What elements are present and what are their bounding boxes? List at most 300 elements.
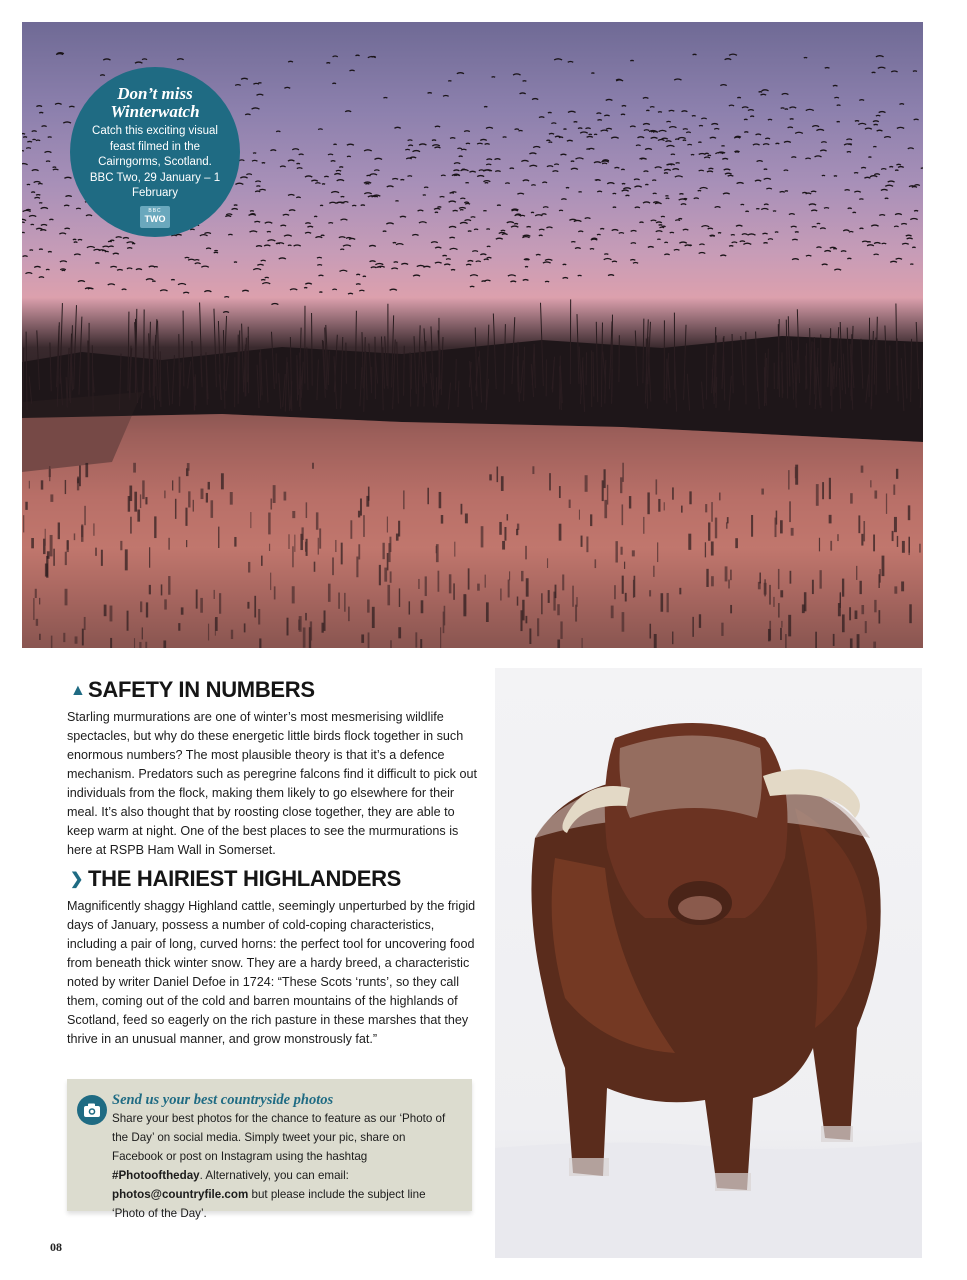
starling-mark (383, 231, 387, 232)
starling-mark (822, 264, 828, 265)
reflection-mark (501, 476, 504, 491)
reflection-mark (529, 628, 531, 644)
starling-mark (296, 163, 300, 164)
reflection-mark (773, 597, 774, 607)
reflection-mark (74, 533, 75, 540)
starling-mark (468, 231, 472, 232)
starling-mark (595, 180, 600, 181)
reflection-mark (857, 634, 860, 648)
starling-mark (676, 163, 680, 164)
starling-mark (242, 290, 249, 291)
starling-mark (65, 196, 71, 197)
starling-mark (331, 161, 336, 162)
starling-mark (675, 220, 680, 221)
starling-mark (561, 199, 566, 200)
reflection-mark (163, 640, 166, 648)
starling-mark (339, 270, 347, 271)
starling-mark (46, 269, 49, 270)
reflection-mark (440, 627, 441, 648)
starling-mark (622, 106, 626, 107)
starling-mark (548, 112, 552, 113)
reflection-mark (643, 517, 644, 534)
starling-mark (683, 199, 687, 200)
starling-mark (531, 185, 535, 186)
starling-mark (468, 261, 474, 262)
starling-mark (784, 170, 788, 171)
starling-mark (60, 261, 67, 262)
starling-mark (597, 234, 601, 235)
starling-mark (604, 115, 609, 116)
starling-mark (520, 93, 526, 94)
reflection-mark (815, 632, 817, 648)
starling-mark (412, 234, 418, 235)
reflection-mark (215, 618, 216, 635)
starling-mark (280, 166, 286, 167)
starling-mark (811, 191, 816, 192)
starling-mark (256, 186, 260, 187)
reflection-mark (559, 524, 562, 541)
starling-mark (23, 137, 27, 138)
starling-mark (441, 175, 445, 176)
starling-mark (560, 154, 566, 155)
starling-mark (709, 168, 714, 169)
starling-mark (435, 262, 442, 263)
photo-box-text-3: but please include the subject line ‘Photo of the Day’. (112, 1188, 426, 1220)
reflection-mark (908, 505, 910, 520)
starling-mark (768, 239, 773, 240)
starling-mark (116, 237, 122, 238)
starling-mark (639, 222, 643, 223)
starling-mark (539, 235, 543, 236)
starling-mark (370, 174, 377, 175)
reflection-mark (39, 634, 40, 640)
starling-mark (736, 225, 743, 226)
starling-mark (87, 246, 95, 247)
reflection-mark (730, 605, 732, 613)
heading-text: SAFETY IN NUMBERS (88, 677, 315, 702)
starling-mark (400, 216, 406, 217)
starling-mark (600, 229, 604, 230)
starling-mark (494, 159, 500, 160)
starling-mark (683, 140, 686, 141)
reflection-mark (312, 463, 314, 469)
starling-mark (587, 136, 593, 137)
reflection-mark (768, 629, 771, 641)
starling-mark (824, 208, 829, 209)
starling-mark (435, 126, 440, 127)
starling-mark (206, 248, 211, 249)
reflection-mark (804, 592, 807, 611)
reflection-mark (833, 634, 835, 646)
starling-mark (195, 260, 200, 261)
starling-mark (393, 243, 396, 244)
reflection-mark (711, 541, 714, 555)
starling-mark (871, 225, 878, 226)
reflection-mark (894, 517, 897, 532)
starling-mark (732, 242, 738, 243)
reed-mark (153, 352, 154, 396)
starling-mark (682, 111, 688, 112)
starling-mark (117, 269, 123, 270)
reflection-mark (360, 498, 362, 515)
starling-mark (250, 214, 255, 215)
starling-mark (331, 192, 339, 193)
starling-mark (171, 280, 175, 281)
starling-mark (257, 264, 263, 265)
starling-mark (22, 232, 25, 233)
reflection-mark (305, 613, 307, 621)
badge-title: Don’t miss Winterwatch (110, 84, 200, 121)
reflection-mark (234, 537, 236, 547)
reflection-mark (507, 514, 509, 520)
starling-mark (486, 159, 492, 160)
reflection-mark (555, 585, 557, 599)
starling-mark (699, 244, 704, 245)
starling-mark (34, 182, 41, 183)
reflection-mark (318, 538, 319, 555)
starling-mark (763, 243, 767, 244)
starling-mark (347, 156, 351, 157)
reflection-mark (178, 623, 180, 631)
starling-mark (744, 119, 748, 120)
reflection-mark (319, 528, 321, 548)
reflection-mark (728, 580, 729, 589)
starling-mark (241, 78, 248, 79)
starling-mark (515, 129, 519, 130)
starling-mark (188, 259, 195, 260)
reflection-mark (897, 536, 898, 547)
starling-mark (486, 164, 491, 165)
starling-mark (510, 281, 516, 282)
starling-mark (25, 273, 32, 274)
starling-mark (465, 203, 470, 204)
starling-mark (789, 107, 796, 108)
starling-mark (464, 202, 469, 203)
starling-mark (569, 219, 576, 220)
reflection-mark (689, 491, 691, 504)
reflection-mark (145, 497, 147, 504)
starling-mark (317, 265, 322, 266)
reflection-mark (33, 598, 34, 620)
starling-mark (39, 277, 44, 278)
starling-mark (681, 204, 686, 205)
starling-mark (437, 207, 441, 208)
starling-mark (315, 183, 320, 184)
starling-mark (408, 145, 413, 146)
reflection-mark (259, 638, 261, 648)
starling-mark (737, 97, 741, 98)
starling-mark (419, 144, 426, 145)
reflection-mark (795, 467, 797, 478)
starling-mark (720, 255, 726, 256)
starling-mark (529, 153, 536, 154)
starling-mark (103, 246, 110, 247)
reflection-mark (200, 598, 203, 613)
starling-mark (874, 174, 880, 175)
starling-mark (502, 234, 508, 235)
starling-mark (123, 238, 129, 239)
reflection-mark (168, 576, 170, 595)
starling-mark (762, 233, 767, 234)
starling-mark (296, 197, 300, 198)
starling-mark (879, 215, 885, 216)
reflection-mark (168, 538, 169, 550)
starling-mark (729, 246, 733, 247)
reflection-mark (788, 615, 791, 637)
starling-mark (874, 254, 879, 255)
reflection-mark (230, 492, 233, 505)
reflection-mark (314, 562, 316, 572)
reflection-mark (175, 499, 176, 519)
starling-mark (833, 85, 838, 86)
starling-mark (894, 226, 898, 227)
reflection-mark (273, 485, 276, 503)
starling-mark (545, 281, 549, 282)
starling-mark (245, 114, 250, 115)
reflection-mark (341, 543, 343, 565)
starling-mark (459, 207, 466, 208)
reflection-mark (615, 541, 617, 562)
reflection-mark (324, 610, 326, 630)
starling-mark (482, 281, 486, 282)
starling-mark (262, 283, 270, 284)
reflection-mark (699, 614, 701, 628)
starling-mark (735, 152, 739, 153)
reflection-mark (679, 588, 681, 595)
starling-mark (78, 240, 82, 241)
reflection-mark (886, 494, 887, 514)
starling-mark (361, 205, 365, 206)
starling-mark (699, 153, 706, 154)
bbc-logo-text: BBC (148, 207, 162, 214)
starling-mark (370, 261, 376, 262)
reflection-mark (812, 580, 814, 594)
starling-mark (543, 207, 548, 208)
starling-mark (27, 141, 32, 142)
reflection-mark (247, 602, 249, 609)
starling-mark (235, 183, 243, 184)
starling-mark (608, 275, 614, 276)
starling-mark (326, 63, 330, 64)
starling-mark (757, 161, 763, 162)
reflection-mark (250, 512, 251, 528)
reflection-mark (647, 492, 649, 514)
reflection-mark (620, 547, 622, 555)
reflection-mark (661, 593, 664, 612)
starling-mark (73, 239, 76, 240)
starling-mark (250, 211, 254, 212)
starling-mark (542, 214, 547, 215)
starling-mark (470, 286, 475, 287)
reflection-mark (572, 586, 574, 607)
starling-mark (715, 207, 721, 208)
starling-mark (825, 68, 830, 69)
starling-mark (817, 223, 820, 224)
reflection-mark (863, 521, 865, 541)
reflection-mark (481, 526, 484, 547)
starling-mark (606, 99, 613, 100)
starling-mark (315, 237, 322, 238)
starling-mark (792, 259, 799, 260)
starling-mark (543, 262, 551, 263)
starling-mark (604, 254, 608, 255)
starling-mark (23, 256, 28, 257)
reflection-mark (819, 570, 821, 588)
starling-mark (567, 140, 573, 141)
starling-mark (901, 223, 907, 224)
starling-mark (292, 149, 299, 150)
starling-mark (63, 122, 71, 123)
starling-mark (699, 170, 704, 171)
starling-mark (74, 242, 78, 243)
starling-mark (763, 144, 769, 145)
starling-mark (276, 131, 280, 132)
reflection-mark (288, 534, 289, 549)
starling-mark (845, 190, 850, 191)
starling-mark (621, 114, 625, 115)
starling-mark (259, 189, 265, 190)
reflection-mark (196, 589, 198, 608)
starling-mark (809, 204, 816, 205)
reflection-mark (778, 569, 780, 589)
starling-mark (806, 193, 812, 194)
starling-mark (594, 162, 601, 163)
starling-mark (664, 169, 671, 170)
starling-mark (714, 128, 719, 129)
starling-mark (100, 75, 105, 76)
reflection-mark (842, 614, 845, 632)
reflection-mark (218, 527, 219, 548)
reflection-mark (620, 477, 622, 493)
reflection-mark (873, 535, 875, 552)
reflection-mark (549, 473, 551, 490)
starling-mark (612, 230, 619, 231)
starling-mark (228, 234, 232, 235)
starling-mark (897, 127, 904, 128)
reflection-mark (82, 629, 84, 646)
starling-mark (651, 137, 658, 138)
reflection-mark (382, 543, 384, 559)
starling-mark (495, 171, 500, 172)
starling-mark (745, 211, 748, 212)
starling-mark (742, 234, 748, 235)
starling-mark (666, 198, 670, 199)
starling-mark (788, 127, 793, 128)
starling-mark (450, 193, 454, 194)
reflection-mark (829, 478, 831, 499)
starling-mark (349, 70, 354, 71)
reflection-mark (829, 515, 832, 524)
reflection-mark (361, 634, 364, 642)
starling-mark (674, 250, 680, 251)
starling-mark (99, 250, 105, 251)
starling-mark (837, 105, 841, 106)
starling-mark (460, 198, 465, 199)
reflection-mark (63, 633, 65, 642)
starling-mark (859, 199, 863, 200)
reflection-mark (140, 601, 142, 612)
reflection-mark (219, 593, 221, 614)
starling-mark (367, 175, 371, 176)
starling-mark (519, 131, 523, 132)
starling-mark (764, 169, 768, 170)
starling-mark (678, 219, 682, 220)
starling-mark (914, 211, 918, 212)
starling-mark (683, 229, 689, 230)
starling-mark (614, 167, 619, 168)
starling-mark (743, 243, 751, 244)
reflection-mark (379, 565, 381, 585)
starling-mark (453, 170, 459, 171)
reflection-mark (303, 627, 306, 647)
reed-mark (144, 309, 145, 393)
photo-box-text (112, 1109, 456, 1223)
starling-mark (56, 54, 63, 55)
starling-mark (127, 248, 132, 249)
reed-mark (716, 335, 717, 392)
starling-mark (340, 249, 344, 250)
starling-mark (341, 196, 345, 197)
starling-mark (692, 116, 696, 117)
reed-mark (404, 346, 405, 396)
starling-mark (578, 275, 582, 276)
starling-mark (877, 130, 883, 131)
starling-mark (844, 144, 852, 145)
starling-mark (899, 104, 904, 105)
reflection-mark (681, 506, 683, 513)
starling-mark (687, 144, 691, 145)
reflection-mark (350, 520, 352, 539)
starling-mark (372, 57, 376, 58)
reflection-mark (403, 490, 404, 509)
photo-submission-box (67, 1079, 472, 1220)
starling-mark (392, 178, 398, 179)
reflection-mark (585, 475, 588, 492)
reflection-mark (790, 571, 792, 584)
starling-mark (284, 235, 292, 236)
reflection-mark (58, 522, 60, 539)
reflection-mark (625, 593, 627, 602)
starling-mark (470, 275, 478, 276)
reflection-mark (764, 583, 767, 595)
starling-mark (38, 183, 43, 184)
starling-mark (701, 226, 709, 227)
starling-mark (760, 94, 766, 95)
starling-mark (700, 187, 708, 188)
starling-mark (662, 138, 668, 139)
paragraph-safety-in-numbers: Starling murmurations are one of winter’s most mesmerising wildlife spectacles, but why do these energetic little birds flock together in such enormous numbers? The most plausible theory is that it’s a defence mechanism. Predators such as peregrine falcons find it difficult to pick out individuals from the flock, making them likely to go elsewhere for their meal. It’s also thought that by roosting close together, they are able to keep warm at night. One of the best places to see the murmurations is here at RSPB Ham Wall in Somerset. (67, 710, 477, 857)
camera-icon (77, 1095, 107, 1125)
starling-mark (401, 263, 408, 264)
starling-mark (574, 220, 582, 221)
starling-mark (912, 187, 917, 188)
starling-mark (895, 170, 898, 171)
starling-mark (910, 219, 917, 220)
reflection-mark (622, 576, 624, 594)
email-link[interactable]: photos@countryfile.com (112, 1188, 249, 1201)
reflection-mark (35, 589, 37, 598)
starling-mark (784, 141, 791, 142)
starling-mark (619, 233, 624, 234)
starling-mark (442, 255, 446, 256)
starling-mark (343, 202, 348, 203)
starling-mark (460, 210, 463, 211)
starling-mark (764, 178, 771, 179)
starling-mark (432, 145, 440, 146)
starling-mark (324, 176, 328, 177)
reflection-mark (133, 463, 136, 473)
starling-mark (284, 87, 290, 88)
